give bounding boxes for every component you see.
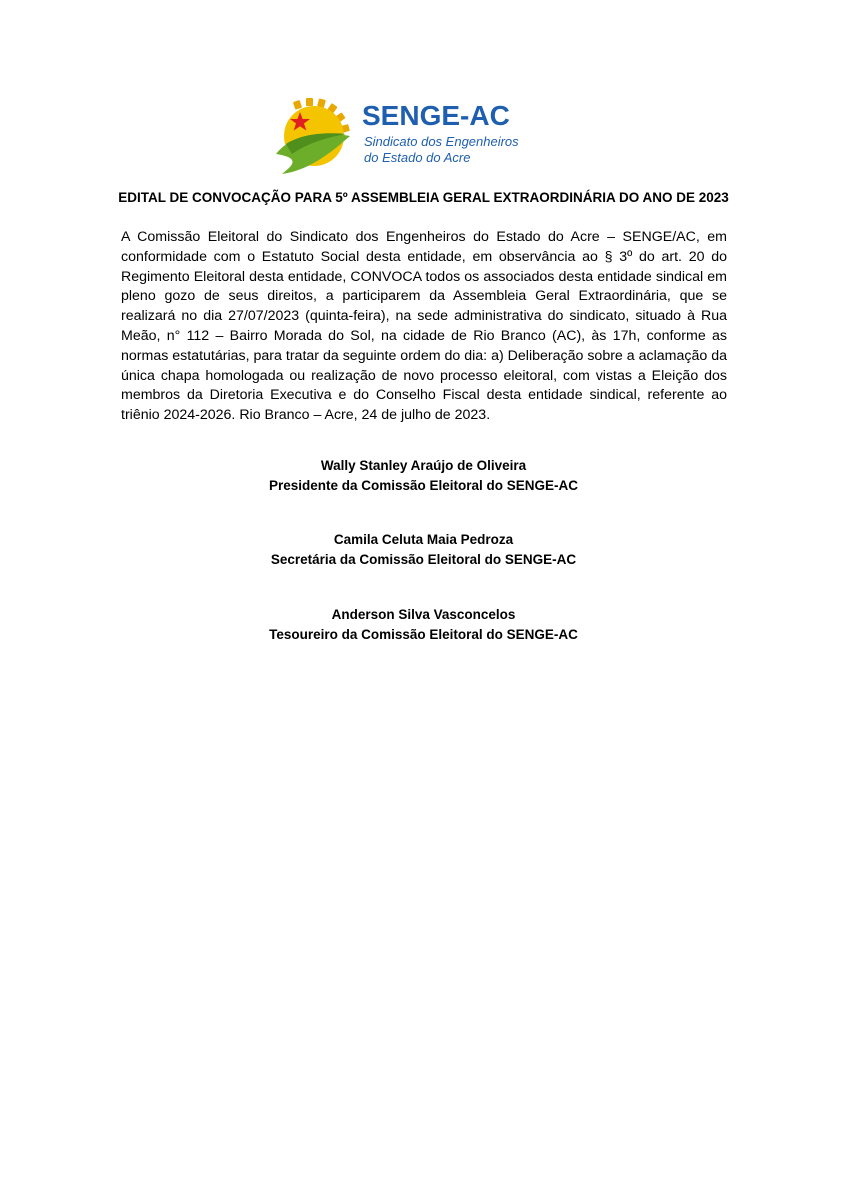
signature-block-treasurer <box>0 605 847 645</box>
signatory-name: Camila Celuta Maia Pedroza <box>333 532 514 547</box>
signatory-role: Secretária da Comissão Eleitoral do SENGE-AC <box>270 552 577 567</box>
logo-title: SENGE-AC <box>362 100 510 131</box>
signatory-role: Tesoureiro da Comissão Eleitoral do SENGE-AC <box>269 627 578 642</box>
signature-block-president <box>0 456 847 496</box>
senge-gear-emblem-icon <box>272 96 362 176</box>
signatory-name: Anderson Silva Vasconcelos <box>331 607 516 622</box>
document-title: EDITAL DE CONVOCAÇÃO PARA 5º ASSEMBLEIA GERAL EXTRAORDINÁRIA DO ANO DE 2023 <box>118 190 729 205</box>
signature-block-secretary <box>0 530 847 570</box>
logo-subtitle-line1: Sindicato dos Engenheiros <box>364 134 519 149</box>
document-body: A Comissão Eleitoral do Sindicato dos Engenheiros do Estado do Acre – SENGE/AC, em conformidade com o Estatuto Social desta entidade, em observância ao § 3º do art. 20 do Regimento Eleitoral desta entidade, CONVOCA todos os associados desta entidade sindical em pleno gozo de seus direitos, a participarem da Assembleia Geral Extraordinária, que se realizará no dia 27/07/2023 (quinta-feira), na sede administrativa do sindicato, situado à Rua Meão, n° 112 – Bairro Morada do Sol, na cidade de Rio Branco (AC), às 17h, conforme as normas estatutárias, para tratar da seguinte ordem do dia: a) Deliberação sobre a aclamação da única chapa homologada ou realização de novo processo eleitoral, com vistas a Eleição dos membros da Diretoria Executiva e do Conselho Fiscal desta entidade sindical, referente ao triênio 2024-2026. Rio Branco – Acre, 24 de julho de 2023. <box>121 229 727 424</box>
senge-ac-logo <box>272 96 542 176</box>
signatory-role: Presidente da Comissão Eleitoral do SENGE-AC <box>268 478 579 493</box>
signatory-name: Wally Stanley Araújo de Oliveira <box>320 458 527 473</box>
logo-subtitle-line2: do Estado do Acre <box>364 150 471 165</box>
